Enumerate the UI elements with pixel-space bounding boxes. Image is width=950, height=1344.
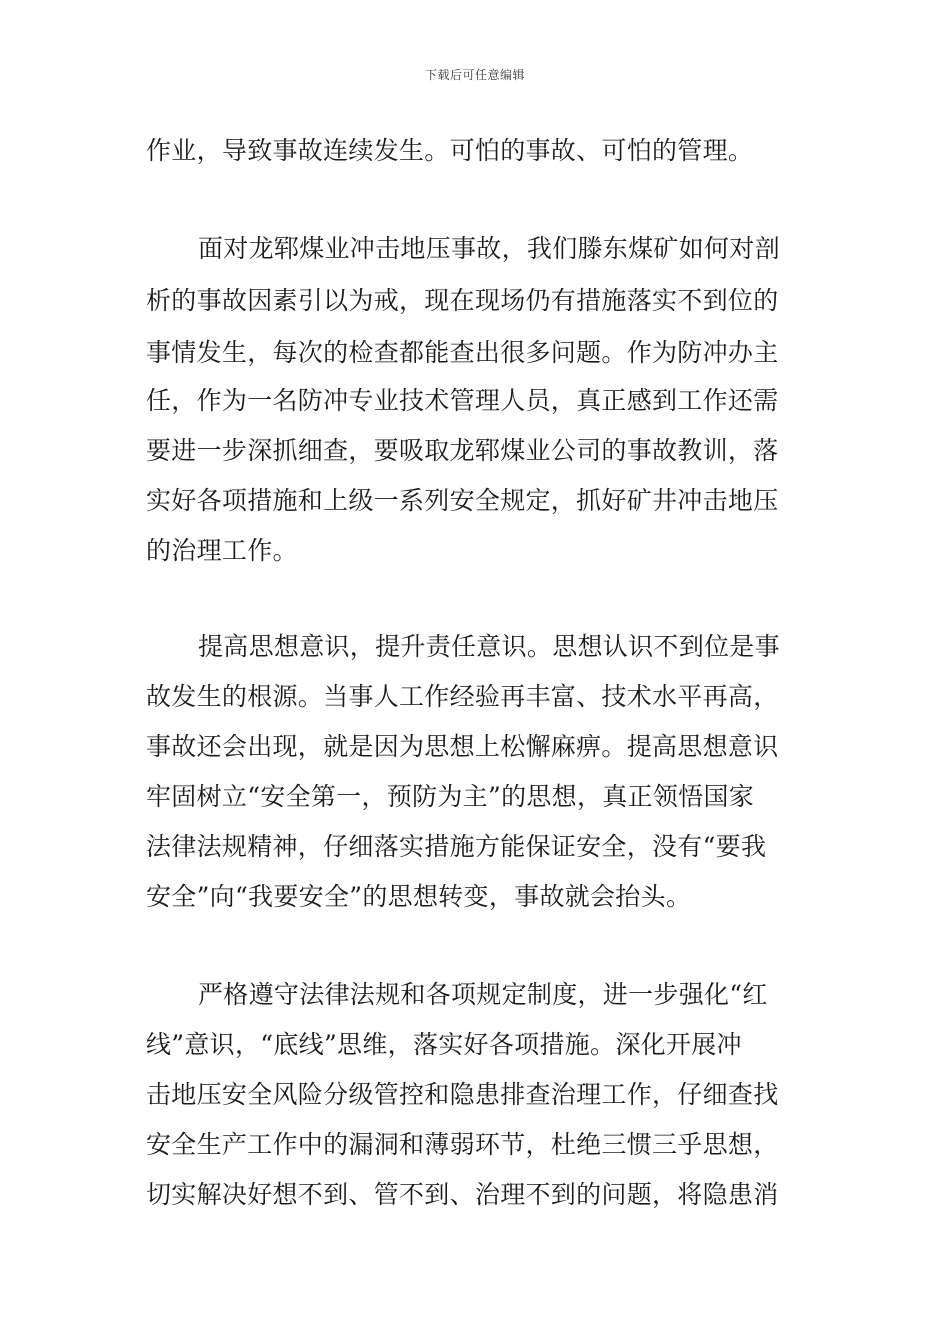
paragraph-2-line-5: 要进一步深抓细查，要吸取龙郓煤业公司的事故教训，落 bbox=[146, 436, 779, 465]
paragraph-2-line-7: 的治理工作。 bbox=[146, 536, 298, 565]
paragraph-4-line-5: 切实解决好想不到、管不到、治理不到的问题，将隐患消 bbox=[146, 1180, 779, 1209]
paragraph-2-line-3: 事情发生，每次的检查都能查出很多问题。作为防冲办主 bbox=[146, 338, 779, 367]
paragraph-3-line-2: 故发生的根源。当事人工作经验再丰富、技术水平再高， bbox=[146, 682, 779, 711]
paragraph-4-line-1: 严格遵守法律法规和各项规定制度，进一步强化“红 bbox=[198, 980, 768, 1009]
paragraph-4-line-3: 击地压安全风险分级管控和隐患排查治理工作，仔细查找 bbox=[146, 1080, 779, 1109]
page-header-note: 下载后可任意编辑 bbox=[424, 68, 525, 82]
paragraph-2-line-4: 任，作为一名防冲专业技术管理人员，真正感到工作还需 bbox=[146, 386, 779, 415]
paragraph-3-line-5: 法律法规精神，仔细落实措施方能保证安全，没有“要我 bbox=[146, 832, 767, 861]
paragraph-3-line-1: 提高思想意识，提升责任意识。思想认识不到位是事 bbox=[198, 632, 780, 661]
paragraph-4-line-2: 线”意识，“底线”思维，落实好各项措施。深化开展冲 bbox=[146, 1030, 742, 1059]
paragraph-2-line-1: 面对龙郓煤业冲击地压事故，我们滕东煤矿如何对剖 bbox=[198, 234, 780, 263]
paragraph-3-line-4: 牢固树立“安全第一，预防为主”的思想，真正领悟国家 bbox=[146, 782, 755, 811]
paragraph-1-line-1: 作业，导致事故连续发生。可怕的事故、可怕的管理。 bbox=[146, 136, 754, 165]
paragraph-3-line-6: 安全”向“我要安全”的思想转变，事故就会抬头。 bbox=[146, 882, 692, 911]
paragraph-3-line-3: 事故还会出现，就是因为思想上松懈麻痹。提高思想意识 bbox=[146, 732, 779, 761]
paragraph-4-line-4: 安全生产工作中的漏洞和薄弱环节，杜绝三惯三乎思想， bbox=[146, 1130, 779, 1159]
paragraph-2-line-6: 实好各项措施和上级一系列安全规定，抓好矿井冲击地压 bbox=[146, 486, 779, 515]
paragraph-2-line-2: 析的事故因素引以为戒，现在现场仍有措施落实不到位的 bbox=[146, 286, 779, 315]
